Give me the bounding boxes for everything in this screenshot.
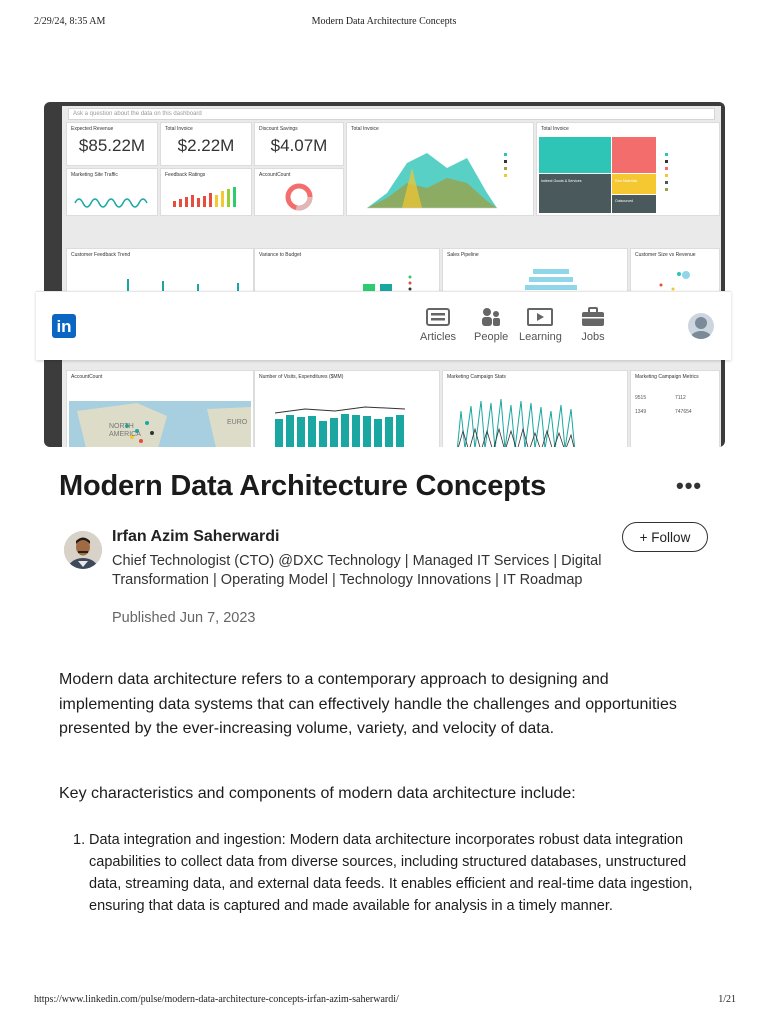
article-paragraph: Key characteristics and components of modern data architecture include: — [59, 785, 576, 802]
tile-marketing-site-traffic — [66, 168, 158, 216]
articles-icon — [420, 306, 456, 328]
more-options-icon[interactable]: ••• — [676, 473, 703, 498]
nav-learning[interactable] — [519, 306, 562, 343]
tile-title: Total Invoice — [541, 126, 569, 132]
linkedin-nav-bar — [36, 291, 731, 360]
article-title: Modern Data Architecture Concepts — [59, 470, 547, 502]
metric-value: 747654 — [675, 409, 692, 415]
tile-feedback-ratings — [160, 168, 252, 216]
learning-icon — [519, 306, 562, 328]
visits-bar-chart — [255, 371, 439, 447]
tile-title: Customer Feedback Trend — [71, 252, 131, 258]
tile-title: Expected Revenue — [71, 126, 114, 132]
traffic-line-chart — [67, 169, 157, 215]
tile-total-invoice-card — [160, 122, 252, 166]
print-doc-title: Modern Data Architecture Concepts — [311, 16, 457, 27]
print-timestamp: 2/29/24, 8:35 AM — [34, 16, 106, 27]
people-icon — [474, 306, 508, 328]
briefcase-icon — [580, 306, 606, 328]
print-url: https://www.linkedin.com/pulse/modern-data-architecture-concepts-irfan-azim-saherwardi/ — [34, 994, 399, 1005]
tile-marketing-campaign-stats — [442, 370, 628, 447]
author-avatar[interactable] — [64, 531, 102, 569]
treemap-label: Indirect Goods & Services — [541, 179, 582, 183]
tile-title: Total Invoice — [165, 126, 193, 132]
metric-value: 1349 — [635, 409, 647, 415]
tile-title: Marketing Campaign Stats — [447, 374, 506, 380]
tile-title: Variance to Budget — [259, 252, 302, 258]
nav-people[interactable] — [474, 306, 508, 343]
tile-title: AccountCount — [71, 374, 103, 380]
treemap-label: Raw Materials — [615, 179, 638, 183]
tile-value: $2.22M — [177, 136, 235, 155]
nav-articles[interactable] — [420, 306, 456, 343]
tile-expected-revenue — [66, 122, 158, 166]
user-avatar[interactable] — [688, 313, 714, 339]
print-header — [0, 16, 768, 30]
author-headline: Chief Technologist (CTO) @DXC Technology | Managed IT Services | Digital Transformation | Operating Model | Technology Innovations | IT Roadmap — [112, 553, 602, 588]
tile-title: AccountCount — [259, 172, 291, 178]
tile-total-invoice-treemap — [536, 122, 720, 216]
dashboard-canvas — [62, 106, 721, 447]
tile-account-count-map — [66, 370, 254, 447]
tile-title: Total Invoice — [351, 126, 379, 132]
print-page-number: 1/21 — [718, 994, 736, 1005]
follow-button[interactable]: + Follow — [622, 522, 708, 552]
tile-marketing-campaign-metrics — [630, 370, 720, 447]
campaign-line-chart — [443, 371, 627, 447]
nav-learning-label: Learning — [519, 331, 562, 343]
treemap-label: Outsourced — [615, 199, 634, 203]
map-chart — [67, 371, 253, 447]
tile-title: Customer Size vs Revenue — [635, 252, 696, 258]
linkedin-logo[interactable]: in — [52, 314, 76, 338]
tile-discount-savings — [254, 122, 344, 166]
donut-chart — [255, 169, 343, 215]
nav-jobs-label: Jobs — [581, 331, 605, 343]
list-item-text: Data integration and ingestion: Modern data architecture incorporates robust data integration capabilities to collect data from diverse sources, including structured databases, unstructured data, streaming data, and external data feeds. It enables efficient and real-time data ingestion, ensuring that data is captured and made available for analysis in a timely manner. — [89, 832, 693, 914]
tile-value: $4.07M — [270, 136, 328, 155]
tile-title: Sales Pipeline — [447, 252, 479, 258]
list-item-number: 1. — [73, 832, 86, 848]
dashboard-qa-box: Ask a question about the data on this dashboard — [68, 108, 715, 120]
article-paragraph: Modern data architecture refers to a contemporary approach to designing and implementing data systems that can effectively handle the challenges and opportunities presented by the ever-increasing volume, variety, and velocity of data. — [59, 671, 677, 737]
metric-value: 9515 — [635, 395, 647, 401]
tile-account-count-donut — [254, 168, 344, 216]
map-label: NORTH — [109, 423, 134, 430]
nav-articles-label: Articles — [420, 331, 457, 343]
area-chart — [347, 123, 533, 215]
tile-title: Marketing Campaign Metrics — [635, 374, 699, 380]
nav-jobs[interactable] — [580, 306, 606, 343]
tile-total-invoice-area — [346, 122, 534, 216]
tile-value: $85.22M — [78, 136, 146, 155]
article-cover-image — [44, 102, 725, 447]
published-date: Published Jun 7, 2023 — [112, 610, 256, 626]
tile-title: Discount Savings — [259, 126, 298, 132]
tile-visits-expenditures — [254, 370, 440, 447]
nav-people-label: People — [474, 331, 509, 343]
map-label: AMERICA — [109, 431, 141, 438]
tile-title: Number of Visits, Expenditures ($MM) — [259, 374, 344, 380]
map-label: EURO — [227, 419, 248, 426]
tile-title: Feedback Ratings — [165, 172, 206, 178]
metric-value: 7112 — [675, 395, 686, 401]
feedback-bar-chart — [161, 169, 251, 215]
author-name[interactable]: Irfan Azim Saherwardi — [112, 528, 280, 545]
tile-title: Marketing Site Traffic — [71, 172, 118, 178]
